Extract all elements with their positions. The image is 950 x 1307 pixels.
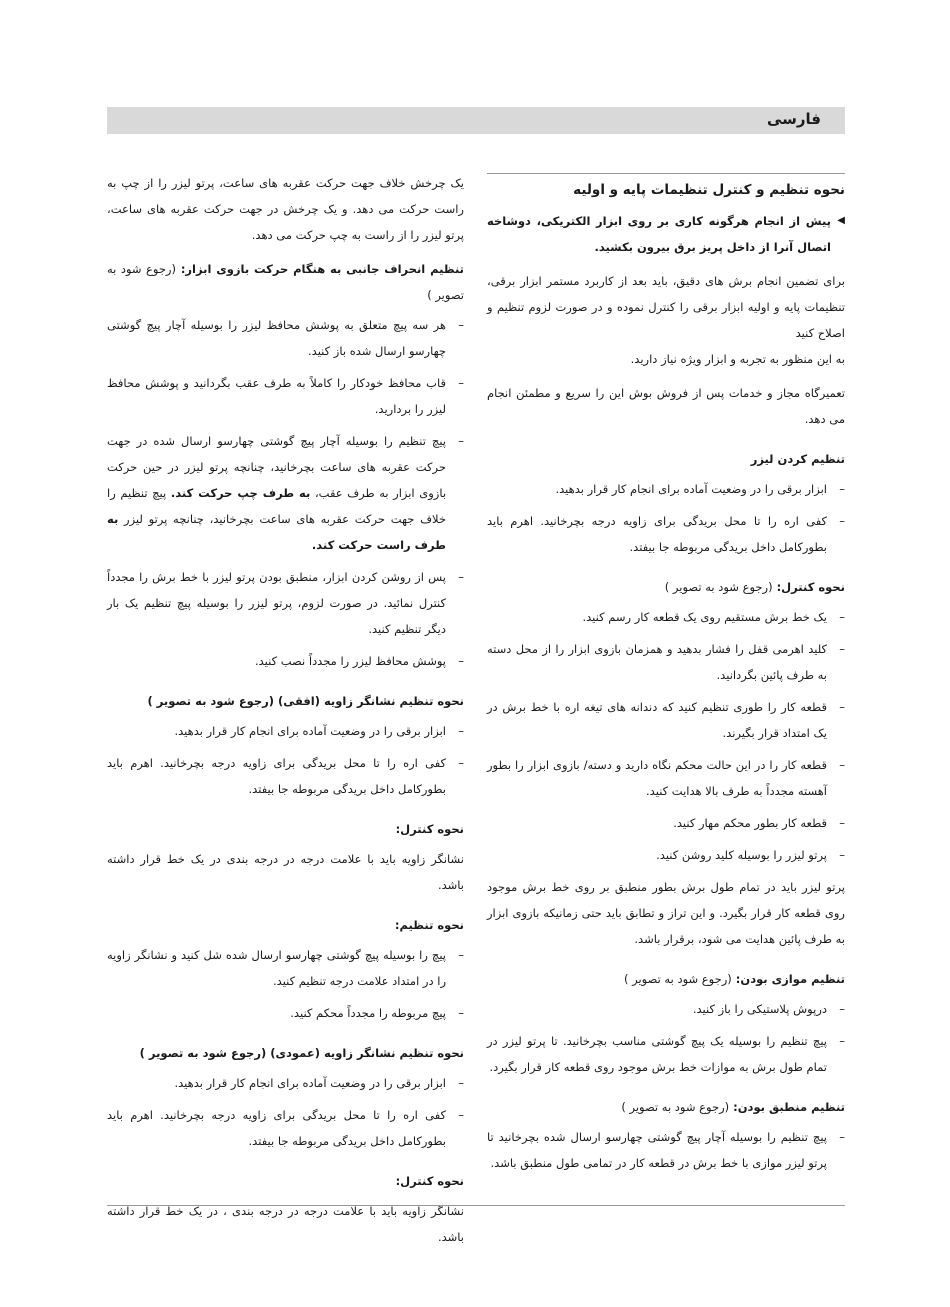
- paragraph: نشانگر زاویه باید با علامت درجه در درجه بندی ، در یک خط قرار داشته باشد.: [107, 1204, 464, 1244]
- align-heading: تنظیم منطبق بودن: (رجوع شود به تصویر ): [621, 1100, 845, 1114]
- paragraph: یک چرخش خلاف جهت حرکت عقربه های ساعت، پرتو لیزر را از چپ به راست حرکت می دهد. و یک چرخش در جهت حرکت عقربه های ساعت، پرتو لیزر را از راست به چپ حرکت می دهد.: [107, 176, 464, 242]
- parallel-heading: تنظیم موازی بودن: (رجوع شود به تصویر ): [623, 972, 845, 986]
- list-item: – درپوش پلاستیکی را باز کنید.: [692, 1002, 845, 1016]
- paragraph: نشانگر زاویه باید با علامت درجه در درجه بندی در یک خط قرار داشته باشد.: [107, 852, 464, 892]
- list-item: – پوشش محافظ لیزر را مجدداً نصب کنید.: [254, 654, 464, 668]
- right-column: [487, 170, 845, 1182]
- vertical-angle-heading: نحوه تنظیم نشانگر زاویه (عمودی) (رجوع شود به تصویر ): [139, 1046, 464, 1060]
- control-heading: نحوه کنترل: (رجوع شود به تصویر ): [664, 580, 845, 594]
- v-control-heading: نحوه کنترل:: [395, 1174, 464, 1188]
- warning-text: پیش از انجام هرگونه کاری بر روی ابزار الکتریکی، دوشاخه اتصال آنرا از داخل پریز برق بیرون بکشید.: [487, 214, 831, 254]
- align-list: [487, 1124, 845, 1176]
- section-heading: نحوه تنظیم و کنترل تنظیمات پایه و اولیه: [487, 173, 845, 202]
- list-item: – قطعه کار بطور محکم مهار کنید.: [673, 816, 845, 830]
- laser-list: [487, 476, 845, 560]
- warning-triangle-icon: ◀: [837, 215, 845, 226]
- paragraph: تعمیرگاه مجاز و خدمات پس از فروش بوش این را سریع و مطمئن انجام می دهد.: [487, 386, 845, 426]
- list-item: – یک خط برش مستقیم روی یک قطعه کار رسم کنید.: [582, 610, 845, 624]
- list-item: – کلید اهرمی قفل را فشار بدهید و همزمان بازوی ابزار را از محل دسته به طرف پائین بگردانید.: [487, 642, 845, 682]
- list-item: – کفی اره را تا محل بریدگی برای زاویه درجه بچرخانید. اهرم باید بطورکامل داخل بریدگی مربوطه جا بیفتد.: [487, 514, 845, 554]
- h-control-heading: نحوه کنترل:: [395, 822, 464, 836]
- list-item: – پس از روشن کردن ابزار، منطبق بودن پرتو لیزر با خط برش را مجدداً کنترل نمائید. در صورت لزوم، پرتو لیزر را بوسیله پیچ تنظیم یک بار دیگر تنظیم کنید.: [107, 570, 464, 636]
- list-item: – قطعه کار را طوری تنظیم کنید که دندانه های تیغه اره با خط برش در یک امتداد قرار بگیرند.: [487, 700, 845, 740]
- list-item: – پیچ را بوسیله پیچ گوشتی چهارسو ارسال شده شل کنید و نشانگر زاویه را در امتداد علامت درجه تنظیم کنید.: [107, 948, 464, 988]
- vertical-list: [107, 1070, 464, 1154]
- paragraph: پرتو لیزر باید در تمام طول برش بطور منطبق بر روی خط برش موجود روی قطعه کار قرار بگیرد. و این تراز و تطابق باید حتی زمانیکه بازوی ابزار به طرف پائین هدایت می شود، برقرار باشد.: [487, 880, 845, 946]
- list-item: – هر سه پیچ متعلق به پوشش محافظ لیزر را بوسیله آچار پیچ گوشتی چهارسو ارسال شده باز کنید.: [107, 318, 464, 358]
- footer-divider: [107, 1205, 845, 1206]
- list-item: – ابزار برقی را در وضعیت آماده برای انجام کار قرار بدهید.: [174, 1076, 464, 1090]
- list-item: – قاب محافظ خودکار را کاملاً به طرف عقب بگردانید و پوشش محافظ لیزر را بردارید.: [107, 376, 464, 416]
- h-adjust-list: [107, 942, 464, 1026]
- horizontal-list: [107, 718, 464, 802]
- list-item: – کفی اره را تا محل بریدگی برای زاویه درجه بچرخانید. اهرم باید بطورکامل داخل بریدگی مربوطه جا بیفتد.: [107, 756, 464, 796]
- h-adjust-heading: نحوه تنظیم:: [394, 918, 464, 932]
- parallel-list: [487, 996, 845, 1080]
- horizontal-angle-heading: نحوه تنظیم نشانگر زاویه (افقی) (رجوع شود به تصویر ): [147, 694, 464, 708]
- list-item: – پرتو لیزر را بوسیله کلید روشن کنید.: [656, 848, 845, 862]
- left-column: [107, 170, 464, 1258]
- list-item: – ابزار برقی را در وضعیت آماده برای انجام کار قرار بدهید.: [174, 724, 464, 738]
- warning-note: [487, 208, 845, 260]
- paragraph: به این منظور به تجربه و ابزار ویژه نیاز دارید.: [630, 352, 845, 366]
- paragraph: برای تضمین انجام برش های دقیق، باید بعد از کاربرد مستمر ابزار برقی، تنظیمات پایه و اولیه ابزار برقی را کنترل نموده و در صورت لزوم تنظیم و اصلاح کنید: [487, 274, 845, 340]
- language-header-bar: [107, 107, 845, 134]
- list-item: – پیچ تنظیم را بوسیله یک پیچ گوشتی مناسب بچرخانید. تا پرتو لیزر در تمام طول برش به موازات خط برش موجود روی قطعه کار قرار بگیرد.: [487, 1034, 845, 1074]
- list-item: – کفی اره را تا محل بریدگی برای زاویه درجه بچرخانید. اهرم باید بطورکامل داخل بریدگی مربوطه جا بیفتد.: [107, 1108, 464, 1148]
- language-title: فارسی: [766, 110, 821, 128]
- list-item: – پیچ تنظیم را بوسیله آچار پیچ گوشتی چهارسو ارسال شده بچرخانید تا پرتو لیزر موازی با خط برش در قطعه کار در تمامی طول منطبق باشد.: [487, 1130, 845, 1170]
- lateral-list: [107, 312, 464, 674]
- lateral-heading: تنظیم انحراف جانبی به هنگام حرکت بازوی ابزار: (رجوع شود به تصویر ): [107, 262, 464, 302]
- list-item: – قطعه کار را در این حالت محکم نگاه دارید و دسته/ بازوی ابزار را بطور آهسته مجدداً به طرف بالا هدایت کنید.: [487, 758, 845, 798]
- list-item: – پیچ مربوطه را مجدداً محکم کنید.: [290, 1006, 464, 1020]
- list-item: – پیچ تنظیم را بوسیله آچار پیچ گوشتی چهارسو ارسال شده در جهت حرکت عقربه های ساعت بچرخانید، چنانچه پرتو لیزر در حین حرکت بازوی ابزار به طرف عقب، به طرف چپ حرکت کند. پیچ تنظیم را خلاف جهت حرکت عقربه های ساعت بچرخانید، چنانچه پرتو لیزر به طرف راست حرکت کند.: [107, 434, 464, 552]
- list-item: – ابزار برقی را در وضعیت آماده برای انجام کار قرار بدهید.: [555, 482, 845, 496]
- control-list: [487, 604, 845, 868]
- laser-heading: تنظیم کردن لیزر: [750, 452, 845, 466]
